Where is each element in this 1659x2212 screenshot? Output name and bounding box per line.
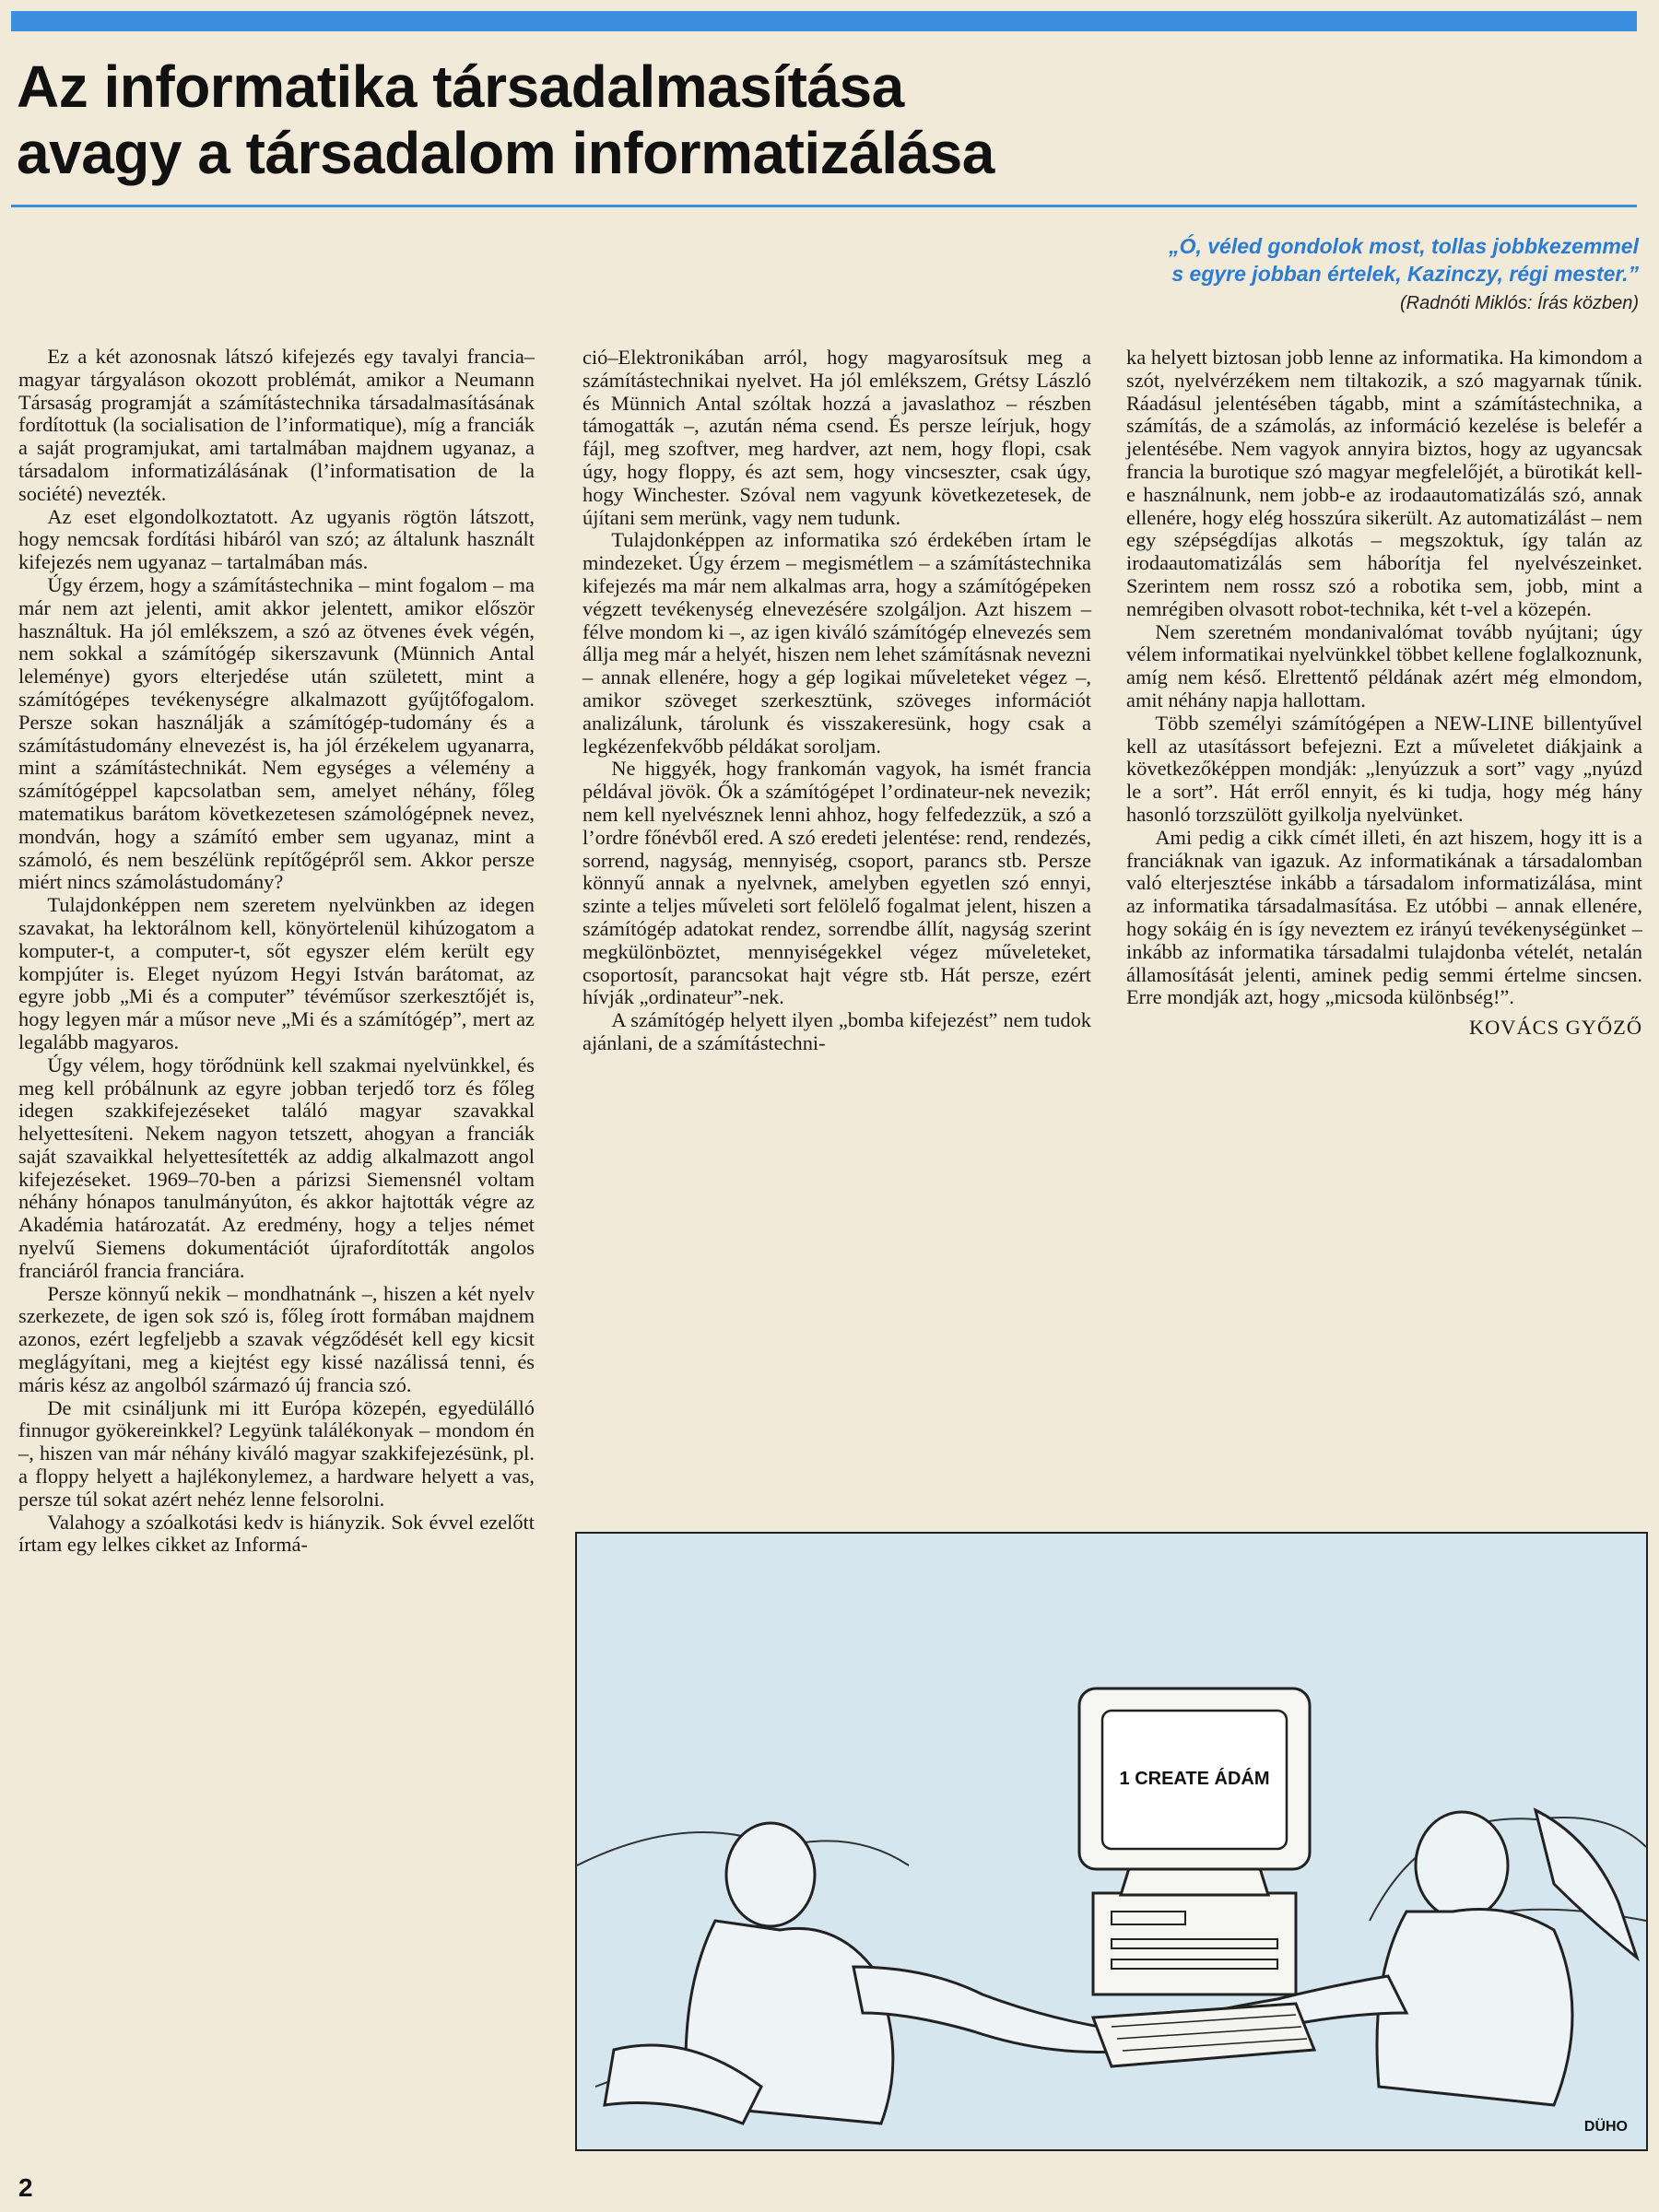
epigraph-source: (Radnóti Miklós: Írás közben) (1400, 293, 1639, 313)
article-title (17, 53, 1639, 186)
paragraph: A számítógép helyett ilyen „bomba kifejezést” nem tudok ajánlani, de a számítástechni- (582, 1008, 1091, 1054)
paragraph: Nem szeretném mondanivalómat tovább nyújtani; úgy vélem informatikai nyelvünkkel többet kellene foglalkoznunk, amíg nem késő. Elrettentő példának azért még elmondom, amit néhány napja hallottam. (1126, 619, 1642, 712)
paragraph: Ami pedig a cikk címét illeti, én azt hiszem, hogy itt is a franciáknak van igazuk. Az informatikának a társadalomban való elterjesztése inkább a társadalom informatizálása, mint az informatika társadalmasítása. Ez utóbbi – annak ellenére, hogy sokáig én is így neveztem ez irányú tevékenységünket – inkább az informatika társadalmi tulajdonba vételét, netalán államosítását jelenti, aminek pedig semmi értelme sincsen. Erre mondják azt, hogy „micsoda különbség!”. (1126, 825, 1642, 1009)
author-signature: KOVÁCS GYŐZŐ (1468, 1016, 1642, 1040)
text-column-2 (582, 347, 1091, 1055)
paragraph: Úgy vélem, hogy törődnünk kell szakmai nyelvünkkel, és meg kell próbálnunk az egyre jobban terjedő torz és főleg idegen szakkifejezéseket találó magyar szavakkal helyettesíteni. Nekem nagyon tetszett, ahogyan a franciák saját szavaikkal helyettesítették az addig alkalmazott angol kifejezéseket. 1969–70-ben a párizsi Siemensnél voltam néhány hónapos tanulmányúton, és akkor hajtották végre az Akadémia határozatát. Az eredmény, hogy a teljes német nyelvű Siemens dokumentációt újrafordították angolos franciáról francia franciára. (18, 1053, 535, 1282)
paragraph: Persze könnyű nekik – mondhatnánk –, hiszen a két nyelv szerkezete, de igen sok szó is, főleg írott formában majdnem azonos, ezért legfeljebb a szavak végződését kell egy kicsit meglágyítani, meg a kiejtést egy kissé nazálissá tenni, és máris kész az angolból származó új francia szó. (18, 1281, 535, 1396)
adam-figure (605, 1823, 1139, 2124)
paragraph: ka helyett biztosan jobb lenne az informatika. Ha kimondom a szót, nyelvérzékem nem tiltakozik, a szó magyarnak tűnik. Ráadásul jelentésében tágabb, mint a számítástechnika, a számítás, de a számolás, az információ kezelése is belefér a jelentésébe. Nem vagyok annyira biztos, hogy az ugyancsak francia la burotique szó magyar megfelelőjét, a bürotikát kell-e használnunk, nem jobb-e az irodaautomatizálás szó, annak ellenére, hogy elég hosszúra sikerült. Az automatizálást – nem egy szépségdíjas alkotás – megszoktuk, így talán az irodaautomatizálás sem háborítja fel nyelvészeinket. Szerintem nem rossz szó a robotika sem, jobb, mint a nemrégiben olvasott robot-technika, két t-vel a közepén. (1126, 346, 1642, 620)
paragraph: ció–Elektronikában arról, hogy magyarosítsuk meg a számítástechnikai nyelvet. Ha jól emlékszem, Grétsy László és Münnich Antal szóltak hozzá a javaslathoz – részben támogatták –, azután néma csend. És persze leírjuk, hogy fájl, meg szoftver, meg hardver, azt nem, hogy flopi, csak úgy, hogy floppy, és azt sem, hogy vincseszter, csak úgy, hogy Winchester. Szóval nem vagyunk következetesek, de újítani sem merünk, vagy nem tudunk. (582, 346, 1091, 529)
epigraph (717, 232, 1639, 317)
title-divider (11, 205, 1637, 207)
text-column-1 (18, 346, 535, 1557)
epigraph-line-1: „Ó, véled gondolok most, tollas jobbkezemmel (1169, 234, 1639, 258)
text-column-3 (1126, 347, 1642, 1040)
title-line-2: avagy a társadalom informatizálása (17, 120, 994, 186)
paragraph: Több személyi számítógépen a NEW-LINE billentyűvel kell az utasítássort befejezni. Ezt a műveletet diákjaink a következőképpen mondják: „lenyúzzuk a sort” vagy „nyúzd le a sort”. Hát erről ennyit, és ki tudja, hogy még hány hasonló torzszülött gyilkolja nyelvünket. (1126, 711, 1642, 826)
creation-of-adam-illustration (575, 1532, 1648, 2151)
computer-unit (1093, 1893, 1296, 1994)
paragraph: Úgy érzem, hogy a számítástechnika – mint fogalom – ma már nem azt jelenti, amit akkor jelentett, amikor először használtuk. Ha jól emlékszem, a szó az ötvenes évek végén, nem sokkal a számítógép sikerszavunk (Münnich Antal leleménye) gyors elterjedése után született, mint a számítógépes tevékenységre alkalmazott gyűjtőfogalom. Persze sokan használják a számítógép-tudomány és a számítástudomány elnevezést is, ha jól érzékelem ugyanarra, mint a számítástechnikát. Nem egységes a vélemény a számítógéppel kapcsolatban sem, amelyet néhány, főleg matematikus barátom következetesen számológépnek nevez, mondván, hogy a számító ember sem ugyanaz, mint a számoló, és nem beszélünk repítőgépről sem. Akkor persze miért nincs számolástudomány? (18, 572, 535, 894)
top-color-bar (11, 11, 1637, 31)
page-number: 2 (18, 2173, 33, 2202)
epigraph-line-2: s egyre jobban értelek, Kazinczy, régi mester.” (1171, 262, 1639, 286)
paragraph: Valahogy a szóalkotási kedv is hiányzik. Sok évvel ezelőtt írtam egy lelkes cikket az Informá- (18, 1510, 535, 1557)
paragraph: De mit csináljunk mi itt Európa közepén, egyedülálló finnugor gyökereinkkel? Legyünk találékonyak – mondom én –, hiszen van már néhány kiváló magyar szakkifejezésünk, pl. a floppy helyett a hajlékonylemez, a hardware helyett a vas, persze túl sokat azért nehéz lenne felsorolni. (18, 1395, 535, 1511)
paragraph: Ne higgyék, hogy frankomán vagyok, ha ismét francia példával jövök. Ők a számítógépet l’ordinateur-nek nevezik; nem kell nyelvésznek lenni ahhoz, hogy felfedezzük, a szó a l’ordre főnévből ered. A szó eredeti jelentése: rend, rendezés, sorrend, nagyság, mennyiség, csoport, parancs stb. Persze könnyű annak a nyelvnek, amelyben egyetlen szó ennyi, szinte a teljes műveleti sort felölelő fogalmat jelent, hiszen a számítógép adatokat rendez, sorrendbe állít, nagyság szerint megkülönböztet, mennyiségekkel végez műveleteket, csoportosít, parancsokat hajt végre stb. Hát persze, ezért hívják „ordinateur”-nek. (582, 757, 1091, 1009)
monitor (1079, 1688, 1310, 1895)
paragraph: Az eset elgondolkoztatott. Az ugyanis rögtön látszott, hogy nemcsak fordítási hibáról van szó; az általunk használt kifejezés nem ugyanaz – tartalmában más. (18, 504, 535, 574)
paragraph: Ez a két azonosnak látszó kifejezés egy tavalyi francia–magyar tárgyaláson okozott problémát, amikor a Neumann Társaság programját a számítástechnika társadalmasításának fordítottuk (la socialisation de l’informatique), míg a franciák a saját programjukat, ami tartalmában majdnem ugyanaz, a társadalom informatizálásának (l’informatisation de la société) nevezték. (18, 345, 535, 505)
paragraph: Tulajdonképpen az informatika szó érdekében írtam le mindezeket. Úgy érzem – megismétlem – a számítástechnika kifejezés ma már nem alkalmas arra, hogy a számítógépeken végzett tevékenység elnevezésére szolgáljon. Azt hiszem – félve mondom ki –, az igen kiváló számítógép elnevezés sem állja meg már a helyét, hiszen nem lehet számításnak nevezni – annak ellenére, hogy a gép logikai műveleteket végez –, amikor szöveget szerkesztünk, szöveges információt analizálunk, tárolunk és visszakeresünk, hogy csak a legkézenfekvőbb példákat soroljam. (582, 528, 1091, 758)
keyboard (1093, 2004, 1314, 2066)
screen-text: 1 CREATE ÁDÁM (1119, 1769, 1270, 1789)
artist-signature: DÜHO (1583, 2119, 1628, 2135)
title-line-1: Az informatika társadalmasítása (17, 53, 904, 120)
paragraph: Tulajdonképpen nem szeretem nyelvünkben az idegen szavakat, ha lektorálnom kell, könyörtelenül kihúzogatom a komputer-t, a computer-t, sőt egyszer elém került egy kompjúter is. Eleget nyúzom Hegyi István barátomat, az egyre jobb „Mi és a computer” tévéműsor szerkesztőjét is, hogy legyen már a műsor neve „Mi és a számítógép”, mert az legalább magyaros. (18, 893, 535, 1053)
